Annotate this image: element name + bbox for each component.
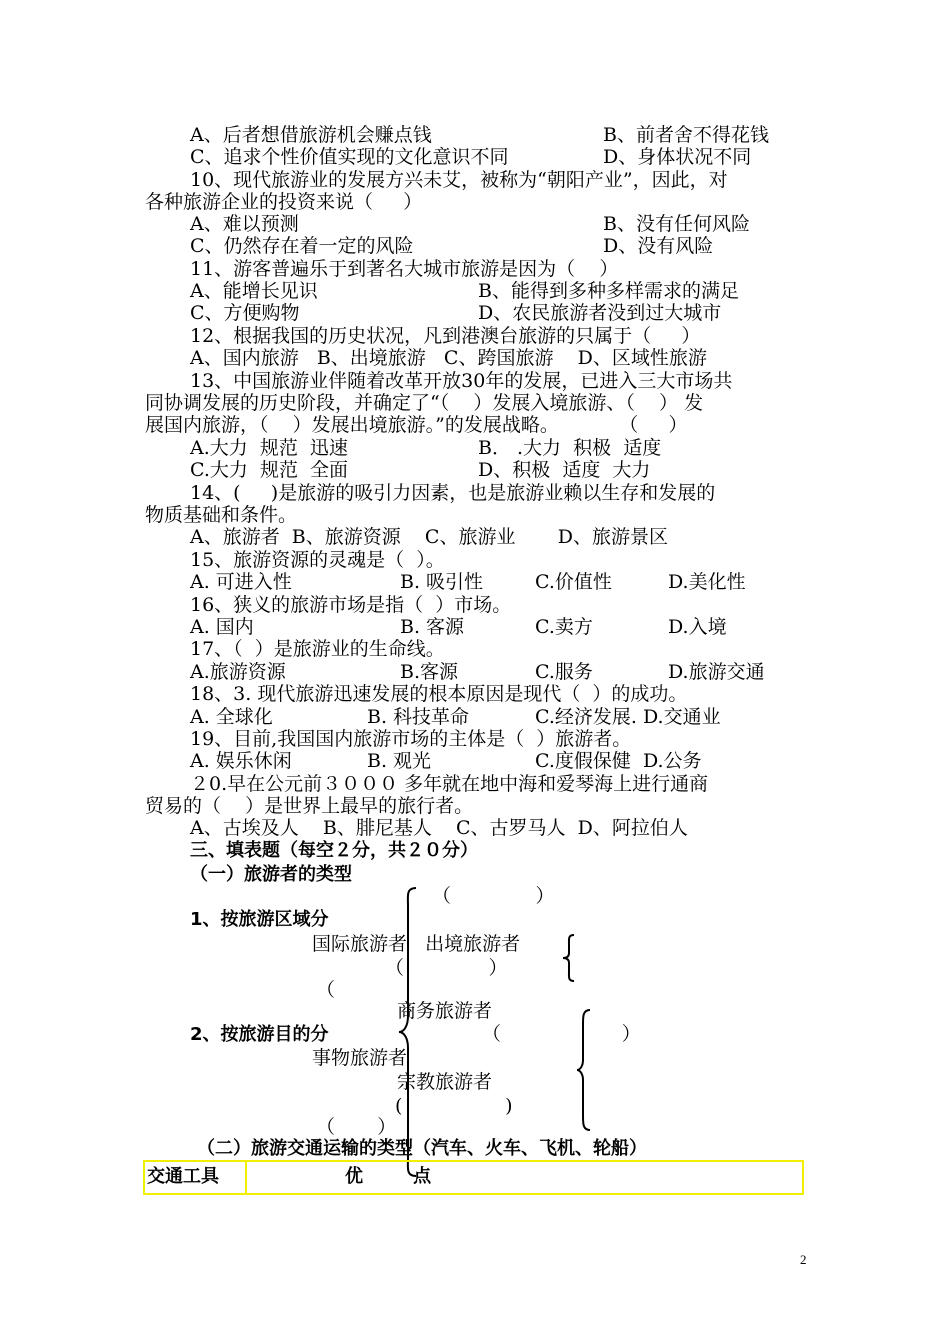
purpose-left-brace-icon	[574, 1008, 592, 1132]
table-column-divider	[245, 1162, 247, 1193]
section-3-sub1: （一）旅游者的类型	[190, 864, 352, 885]
q13-stem-line2: 同协调发展的历史阶段，并确定了“（ ）发展入境旅游、（ ） 发	[145, 392, 704, 414]
q20-options: A、古埃及人 B、腓尼基人 C、古罗马人 D、阿拉伯人	[190, 817, 688, 839]
q11-option-a: A、能增长见识	[190, 280, 318, 302]
by-purpose-label: 2、按旅游目的分	[190, 1024, 329, 1045]
q11-option-d: D、农民旅游者没到过大城市	[478, 302, 722, 324]
q13-option-a: A.大力 规范 迅速	[190, 437, 348, 459]
q15-option-a: A. 可进入性	[190, 571, 292, 593]
q19-option-b: B. 观光	[367, 750, 432, 772]
q14-stem-line1: 14、( )是旅游的吸引力因素，也是旅游业赖以生存和发展的	[190, 482, 716, 504]
small-left-brace-icon	[560, 933, 576, 983]
q11-option-c: C、方便购物	[190, 302, 300, 324]
q13-option-c: C.大力 规范 全面	[190, 459, 349, 481]
table-head-merit: 优 点	[345, 1166, 432, 1187]
q15-stem: 15、旅游资源的灵魂是（ ）。	[190, 549, 445, 571]
q17-option-c: C.服务	[535, 661, 593, 683]
q15-option-b: B. 吸引性	[400, 571, 484, 593]
q17-option-a: A.旅游资源	[190, 661, 286, 683]
page-number: 2	[800, 1252, 807, 1267]
business-traveler: 商务旅游者	[397, 1000, 493, 1022]
q10-stem-line2: 各种旅游企业的投资来说（ ）	[145, 191, 423, 213]
q14-options: A、旅游者 B、旅游资源 C、旅游业 D、旅游景区	[190, 526, 668, 548]
q10-option-a: A、难以预测	[190, 213, 299, 235]
q13-stem-line1: 13、中国旅游业伴随着改革开放30年的发展，已进入三大市场共	[190, 370, 733, 392]
q20-stem-line2: 贸易的（ ）是世界上最早的旅行者。	[145, 795, 474, 817]
q10-option-d: D、没有风险	[603, 235, 714, 257]
q20-stem-line1: ２0.早在公元前３０００ 多年就在地中海和爱琴海上进行通商	[190, 773, 709, 795]
q10-option-b: B、没有任何风险	[603, 213, 750, 235]
q17-stem: 17、（ ）是旅游业的生命线。	[190, 638, 445, 660]
q19-stem: 19、目前,我国国内旅游市场的主体是（ ）旅游者。	[190, 728, 632, 750]
blank-1: （ ）	[432, 885, 555, 907]
by-region-label: 1、按旅游区域分	[190, 909, 329, 930]
q13-stem-line3: 展国内旅游，（ ）发展出境旅游。”的发展战略。 （ ）	[145, 414, 688, 436]
religion-traveler: 宗教旅游者	[397, 1071, 493, 1093]
q11-stem: 11、游客普遍乐于到著名大城市旅游是因为（ ）	[190, 258, 619, 280]
q9-option-d: D、身体状况不同	[603, 146, 752, 168]
q17-option-d: D.旅游交通	[668, 661, 765, 683]
q16-option-a: A. 国内	[190, 616, 254, 638]
q15-option-d: D.美化性	[668, 571, 746, 593]
q15-option-c: C.价值性	[535, 571, 612, 593]
blank-6: （ ）	[316, 1116, 397, 1138]
q16-option-d: D.入境	[668, 616, 727, 638]
table-head-tool: 交通工具	[147, 1166, 219, 1187]
q17-option-b: B.客源	[400, 661, 459, 683]
q16-option-c: C.卖方	[535, 616, 593, 638]
q12-stem: 12、根据我国的历史状况，凡到港澳台旅游的只属于（ ）	[190, 325, 701, 347]
q9-option-a: A、后者想借旅游机会赚点钱	[190, 124, 432, 146]
q18-option-a: A. 全球化	[190, 706, 273, 728]
q18-option-cd: C.经济发展. D.交通业	[535, 706, 721, 728]
q9-option-c: C、追求个性价值实现的文化意识不同	[190, 146, 509, 168]
q13-option-d: D、积极 适度 大力	[478, 459, 651, 481]
q9-option-b: B、前者舍不得花钱	[603, 124, 769, 146]
q12-options: A、国内旅游 B、出境旅游 C、跨国旅游 D、区域性旅游	[190, 347, 707, 369]
blank-2: （ ）	[385, 957, 508, 979]
blank-4: （ ）	[482, 1023, 641, 1045]
q18-option-b: B. 科技革命	[367, 706, 470, 728]
section-3-sub2: （二）旅游交通运输的类型（汽车、火车、飞机、轮船）	[197, 1138, 647, 1159]
q13-option-b: B． .大力 积极 适度	[478, 437, 662, 459]
q19-option-cd: C.度假保健 D.公务	[535, 750, 702, 772]
q10-stem-line1: 10、现代旅游业的发展方兴未艾，被称为“朝阳产业”，因此，对	[190, 169, 728, 191]
section-3-title: 三、填表题（每空２分，共２０分）	[190, 840, 478, 861]
blank-3: （	[316, 979, 336, 1001]
q16-stem: 16、狭义的旅游市场是指（ ）市场。	[190, 594, 512, 616]
large-left-brace-icon	[396, 886, 420, 1178]
q19-option-a: A. 娱乐休闲	[190, 750, 292, 772]
intl-outbound-text: 国际旅游者 出境旅游者	[312, 933, 521, 955]
q11-option-b: B、能得到多种多样需求的满足	[478, 280, 739, 302]
q18-stem: 18、3. 现代旅游迅速发展的根本原因是现代（ ）的成功。	[190, 683, 688, 705]
affairs-traveler: 事物旅游者	[312, 1047, 408, 1069]
transport-table	[143, 1160, 804, 1195]
q10-option-c: C、仍然存在着一定的风险	[190, 235, 414, 257]
q16-option-b: B. 客源	[400, 616, 465, 638]
q14-stem-line2: 物质基础和条件。	[145, 504, 298, 526]
blank-5: ( )	[395, 1095, 513, 1117]
